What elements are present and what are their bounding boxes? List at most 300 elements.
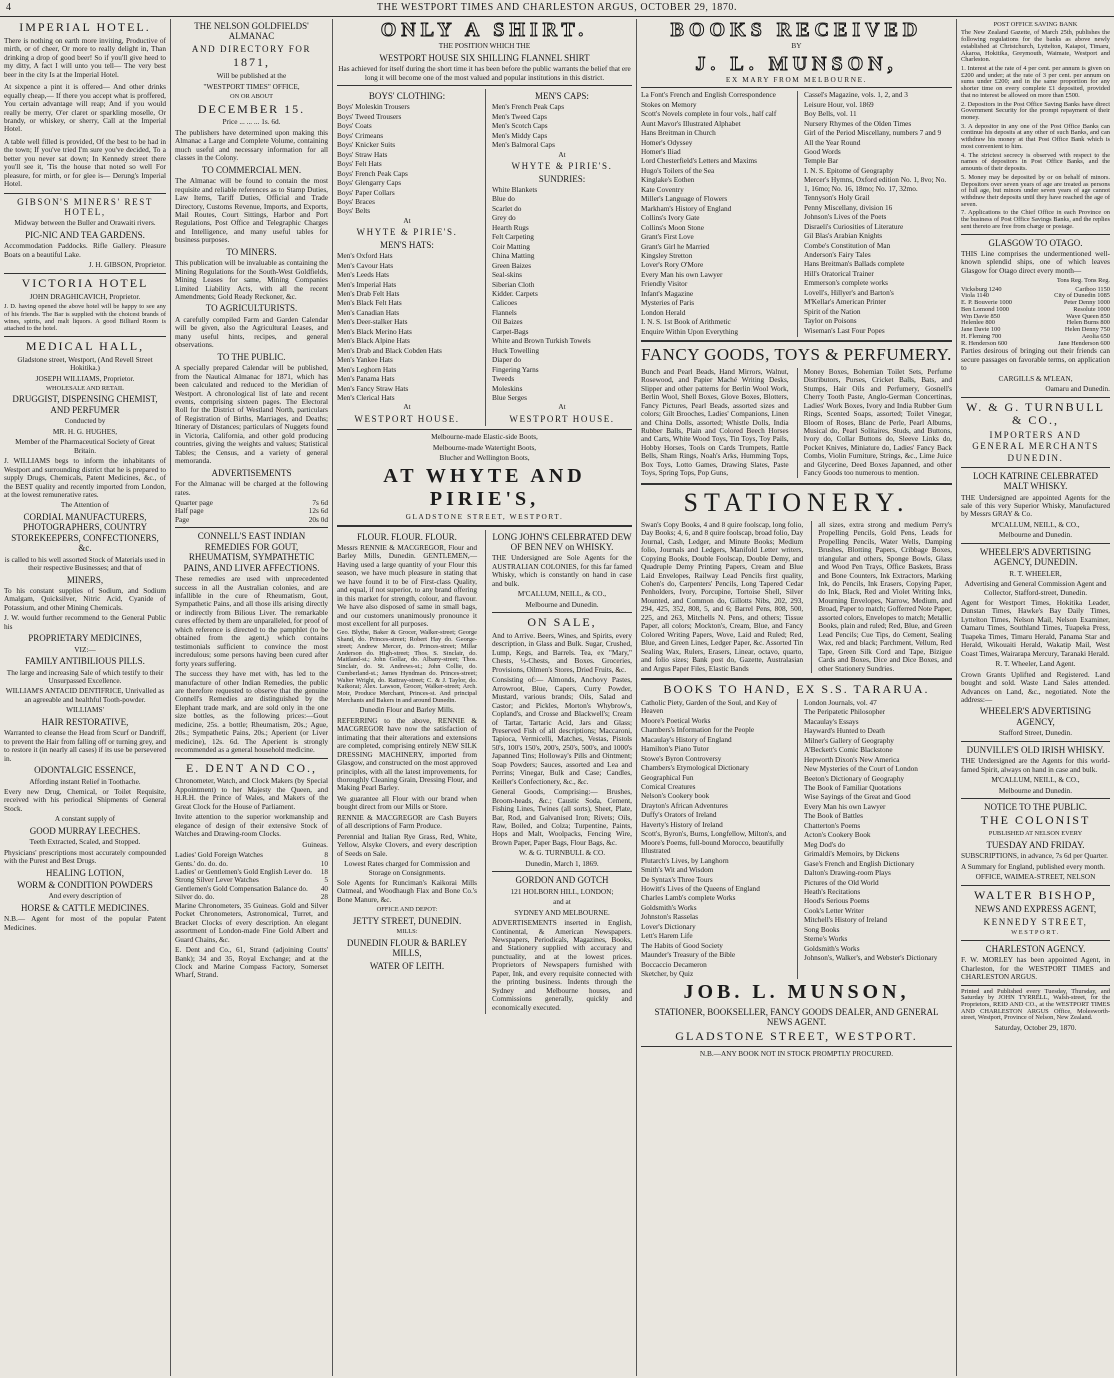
list-item: The Book of Familiar Quotations [804,782,902,792]
list-item: Song Books [804,924,840,934]
list-item: Coir Matting [492,241,530,251]
list-item: Mysteries of Paris [641,298,695,308]
list-item: Boys' Paper Collars [337,187,395,197]
turnbull-name: W. & G. TURNBULL & CO. [518,848,606,858]
victoria-body: J. D. having opened the above hotel will be happy to see any of his friends. The Bar is supplied with the choicest brands of wines, spirits, and malt liquors. A good Billiard Room is attached to the hotel. [4,303,166,333]
and-at: and at [553,897,571,907]
nb-text: N.B.— Agent for most of the popular Patent Medicines. [4,914,166,932]
walter-bishop-heading: WALTER BISHOP, [974,887,1097,902]
list-item: Penny Miscellany, division 16 [804,202,893,212]
odontalgic-heading: ODONTALGIC ESSENCE, [34,765,136,776]
adv-body: For the Almanac will be charged at the following rates. [175,479,328,497]
tararua-lists [641,699,952,980]
list-item: Boys' Coats [337,121,372,131]
horse-pre: And every description of [48,891,122,901]
dent-body: Chronometer, Watch, and Clock Makers (by Special Appointment) to her Majesty the Queen, and H.R.H. the Prince of Wales, and Makers of the Great Clock for the House of Parliament. [175,776,328,811]
books-lists [641,91,952,337]
at-label: At [403,215,411,225]
healing-heading: HEALING LOTION, [46,867,124,878]
dent-price-row: Gents.' do. do. do. 10 [175,858,328,868]
list-item: Men's Yankee Hats [337,355,393,365]
stationery-left: Swan's Copy Books, 4 and 8 quire foolscap, long folio, Day Books; 4, 6, and 8 quire foolscap, broad folio, Day Journal, Cash, Ledger, and Minute Books; Medium folio, Journals and Ledgers, Manifold Letter writers, Copying Books, Double Foolscap, Double Demy, and Quadruple Demy Printing Papers, Cream and Blue Laid Envelopes, Railway Lead Pencils first quality, Cohen's do, Carpenters' Pencils, Long Tapered Cedar Penholders, Ivory, Porcupine, Tortoise Shell, Silver Mounted, and Common do, Gillotts Nibs, 202, 293, 294, 425, 352, 808, 5, and 6; Barrel Pens, 808, 500, 225, and 263, Mitchells N. Pens, and others; Tissue Paper, all colors; Mockton's, Cream, Blue, and Fancy Colored Writing Papers, Wove, Laid and Ruled; Red, Blue, and Green Lines, Ledger Paper, &c. Assorted Tin Sealing Wax, Rulers, Erasers, Linear, octavo, quarto, and folio sizes; Bank post do, Gazette, Australasian and Argus Paper Files, Elastic Bands [641,519,804,673]
guineas-label: Guineas. [302,839,328,849]
medical-wholesale: WHOLESALE AND RETAIL [46,385,124,393]
list-item: Lett's Harem Life [641,931,693,941]
at-label: At [558,149,566,159]
list-item: Oil Baizes [492,317,523,327]
mccallum-name-2: M'CALLUM, NEILL, & CO., [991,519,1080,529]
list-item: Hill's Oratorical Trainer [804,268,874,278]
colonist-published: PUBLISHED AT NELSON EVERY [988,830,1083,838]
to-miners-body: This publication will be invaluable as containing the Mining Regulations for the South-West Goldfields, Mining Leases for same, Mining Companies Limited Liability Acts, with all the recent Amendments; Gold Ready Reckoner, &c. [175,258,328,302]
list-item: Fingering Yarns [492,364,539,374]
list-item: De Syntax's Three Tours [641,874,713,884]
list-item: Green Baizes [492,260,532,270]
list-item: White Blankets [492,185,538,195]
list-item: China Matting [492,251,535,261]
list-item: Hepworth Dixon's New America [804,754,900,764]
list-item: Gase's French and English Dictionary [804,858,915,868]
list-item: Kate Coventry [641,184,684,194]
list-item: Wiseman's Last Four Popes [804,325,885,335]
list-item: Macaulay's Essays [804,716,859,726]
list-item: Boys' Belts [337,206,371,216]
stationery-heading: STATIONERY. [683,487,910,517]
list-item: Milner's Gallery of Geography [804,735,894,745]
job-munson-address: GLADSTONE STREET, WESTPORT. [675,1028,918,1043]
list-item: Men's Fancy Straw Hats [337,383,409,393]
mens-caps-list [492,103,632,149]
agri-heading: TO AGRICULTURISTS. [205,303,298,314]
post-office-rule: 7. Applications to the Chief Office in each Province on the business of Post Office Savings Banks, and the replies sent thereto are free from charge or postage. [961,209,1110,230]
fancy-goods-right: Money Boxes, Bohemian Toilet Sets, Perfume Distributors, Purses, Cricket Balls, Bats, and Stumps, Hair Oils and Perfumery, Gosnell's Cherry Tooth Paste, Anglo-German Concertinas, Ladies' Work Boxes, Ivory and India Rubber Gum Rings, Scented Soaps, assorted; Toilet Vinegar, Bloom of Roses, Blanc de Perle, Pearl Albums, Musical do, Pearl Solitaires, Studs, and Buttons, Ivory do, Collar Buttons do, Sleeve Links do, Pocket Knives, Miniature do, Ladies' Fancy Back Combs, Violin Furniture, Strings, &c., Lime Juice and Glycerine, Deed Boxes Japanned, and other Fancy Goods too numerous to mention. [797,368,952,478]
list-item: Nelson's Cookery book [641,791,710,801]
jetty-street: JETTY STREET, DUNEDIN. [352,915,462,926]
list-item: Hamilton's Piano Tutor [641,744,709,754]
boots-line-1: Melbourne-made Elastic-side Boots, [431,432,538,442]
almanac-heading: THE NELSON GOLDFIELDS' ALMANAC [194,21,309,42]
list-item: Lover's Dictionary [641,921,696,931]
commercial-body: The Almanac will be found to contain the most requisite and reliable references as to Stamp Duties, Law Items, Tariff Duties, Official and Trade Directory, Customs Revenue, Imports, and Exports, Mail Routes, Court Sittings, Harbor and Port Regulations, Post Office and Telegraphic Charges and Intelligence, and many useful tables for business purposes. [175,176,328,245]
list-item: Stokes on Memory [641,99,697,109]
hair-heading: HAIR RESTORATIVE, [41,716,129,727]
list-item: Men's Drab Felt Hats [337,289,400,298]
dent-price-row: Gentlemen's Gold Compensation Balance do. 40 [175,883,328,893]
column-5 [956,19,1114,1376]
list-item: Boys' Braces [337,196,375,206]
westport-house-label: WESTPORT HOUSE. [354,413,460,424]
list-item: Friendly Visitor [641,279,688,289]
list-item: Homer's Odyssey [641,137,693,147]
dent-body-4: E. Dent and Co., 61, Strand (adjoining Coutts' Bank); 34 and 35, Royal Exchange; and at the Clock and Marine Compass Factory, Somerset Wharf, Strand. [175,945,328,980]
water-of-leith: WATER OF LEITH. [369,960,445,971]
ships-header: Tons Reg. Tons Reg. [1056,277,1110,285]
sundries-list [492,186,632,402]
page-number: 4 [6,2,11,13]
adv-heading: ADVERTISEMENTS [211,467,292,478]
morley-text: F. W. MORLEY has been appointed Agent, in Charleston, for the WESTPORT TIMES and CHARLESTON ARGUS. [961,955,1110,982]
whyte-pirie-label-2: WHYTE & PIRIE'S. [511,161,613,172]
viz-label: VIZ:— [74,644,96,654]
williams-label: WILLIAMS' [66,705,104,715]
connell-body-2: The success they have met with, has led to the manufacture of other Indian Remedies, the public are therefore requested to observe that the genuine Connell's Remedies are distinguished by the Elephant trade mark, and are sold only in the one size bottles, as the following prices:—Gout medicine, 25s. a bottle; Rheumatism, 20s.; Ague, 20s.; Sympathetic Pains, 20s.; Aperient (or Liver medicine), 12s. 6d. The Aperient is strongly recommended as a general household medicine. [175,669,328,755]
list-item: Men's Black Felt Hats [337,298,402,308]
list-item: Boys' Moleskin Trousers [337,102,410,112]
dunedin-label: DUNEDIN. [1007,453,1064,464]
list-item: Grant's First Love [641,232,694,242]
list-item: A'Beckett's Comic Blackstone [804,745,893,755]
gibson-subtitle: Midway between the Buller and Orawaiti rivers. [14,218,156,228]
loch-katrine-body: THE Undersigned are appointed Agents for the sale of this very Superior Whisky, Manufactured by Messrs GRAY & Co. [961,492,1110,519]
family-pills-heading: FAMILY ANTIBILIOUS PILLS. [25,656,145,667]
post-office-heading: POST OFFICE SAVING BANK [993,21,1078,28]
list-item: The Habits of Good Society [641,940,723,950]
list-item: Boys' Felt Hats [337,159,382,169]
list-item: Gil Blas's Arabian Knights [804,231,883,241]
list-item: Nursery Rhymes of the Olden Times [804,118,912,128]
boots-line-2: Melbourne-made Watertight Boots, [432,442,537,452]
whyte-pirie-label: WHYTE & PIRIE'S. [356,227,458,238]
almanac-date: DECEMBER 15. [197,101,306,116]
connell-body: These remedies are used with unprecedented success in all the Australian colonies, and are infallible in the cure of Rheumatism, Gout, Sympathetic Pains, and all those ills arising directly or indirectly from Bilious Liver. The remarkable cures effected by them are unparalleled, for proof of which reference is directed to the pamphlet (to be obtained from the agent,) which contains testimonials sufficient to convince the most incredulous; some persons having been cured after forty years suffering. [175,574,328,668]
list-item: Blue do [492,194,515,204]
colonist-subscriptions: SUBSCRIPTIONS, in advance, 7s 6d per Quarter. [961,851,1108,861]
glasgow-otago-heading: GLASGOW TO OTAGO. [988,237,1083,248]
list-item: Men's Scotch Caps [492,121,548,131]
list-item: Macaulay's History of England [641,734,732,744]
melbourne-dunedin-3: Melbourne and Dunedin. [998,785,1073,795]
list-item: Carpet-Bags [492,326,529,336]
list-item: Dalton's Drawing-room Plays [804,868,891,878]
list-item: Johnson's Lives of the Poets [804,212,887,222]
medical-hall-heading: MEDICAL HALL, [25,338,145,353]
list-item: London Journals, vol. 47 [804,697,877,707]
imperial-verse-1: There is nothing on earth more inviting, Productive of mirth, or of cheer, Or more to really delight in, Than drinking a drop of good beer! So if you'll give heed to my ditty, A fact I will unto you tell— The very best beer in the city Is at the Imperial Hotel. [4,35,166,79]
books-list-left [641,91,789,337]
list-item: Good Words [804,147,841,156]
wheeler-heading: WHEELER'S ADVERTISING AGENCY, DUNEDIN. [979,546,1092,568]
office-label: OFFICE AND DEPOT: [376,906,438,914]
list-item: La Font's French and English Correspondence [641,90,776,100]
table-row: Ben Lomond 1000 Resolute 1000 [961,305,1110,313]
list-item: Siberian Cloth [492,279,535,289]
medical-address: Gladstone street, Westport, (And Revell Street Hokitika.) [17,354,153,373]
list-item: Beeton's Dictionary of Geography [804,773,904,783]
shirt-body: Has achieved for itself during the short time it has been before the public warrants the belief that ere long it will become one of the most valued and popular institutions in this district. [338,64,631,82]
list-item: Huck Towelling [492,345,539,355]
kennedy-street: KENNEDY STREET, [983,916,1088,927]
almanac-office: "WESTPORT TIMES" OFFICE, [203,81,300,91]
walter-bishop-sub: NEWS AND EXPRESS AGENT, [974,904,1097,915]
list-item: Boys' French Peak Caps [337,168,408,178]
stationery-text [641,521,952,675]
list-item: Men's Imperial Hats [337,279,397,289]
victoria-hotel-heading: VICTORIA HOTEL [21,275,149,290]
list-item: Spirit of the Nation [804,306,861,316]
miners-body: To his constant supplies of Sodium, and Sodium Amalgam, Quicksilver, Nitric Acid, Cyanide of Potassium, and other Mining Chemicals. [4,585,166,612]
almanac-body: The publishers have determined upon making this Almanac a Large and Complete Volume, containing much useful and necessary information for all classes in the Colony. [175,127,328,163]
mens-hats-heading: MEN'S HATS: [380,239,434,250]
list-item: Aunt Mavor's Illustrated Alphabet [641,118,741,128]
list-item: Girl of the Period Miscellany, numbers 7 and 9 [804,128,942,138]
list-item: Goldsmith's Works [641,902,697,912]
mills-short-label: MILLS: [396,928,418,936]
list-item: Catholic Piety, Garden of the Soul, and Key of Heaven [641,697,778,716]
clothing-lists [337,89,632,426]
list-item: Blue Serges [492,392,527,402]
agri-body: A carefully compiled Farm and Garden Calendar will be given, also the Agricultural Leases, and many useful hints, recipes, and general observations. [175,314,328,350]
list-item: Grimaldi's Memoirs, by Dickens [804,849,900,859]
post-office-rule: 4. The strictest secrecy is observed with respect to the names of depositors in Post Office Banks, and the amounts of their deposits. [961,151,1110,173]
referring-body: REFERRING to the above, RENNIE & MACGREGOR have now the satisfaction of intimating that their alterations and extensions are completed, comprising entirely NEW SILK DRESSING MACHINERY, imported from Glasgow, and constructed on the most approved principles, with all the latest improvements, for thoroughly Cleaning Grain, Dressing Flour, and Making Pearl Barley. [337,715,477,793]
list-item: Boccaccio Decameron [641,959,707,969]
boys-clothing-heading: BOYS' CLOTHING: [368,90,446,101]
to-miners-heading: TO MINERS. [226,246,277,257]
attention-label: The Attention of [60,500,110,510]
dunville-body: THE Undersigned are the Agents for this world-famed Spirit, always on hand in case and bulk. [961,756,1110,774]
miners-heading: MINERS, [66,574,104,585]
list-item: Johnston's Rasselas [641,912,699,922]
family-pills-body: The large and increasing Sale of which testify to their Unsurpassed Excellence. [6,667,164,686]
tararua-list-right [797,699,952,980]
worm-heading: WORM & CONDITION POWDERS [17,880,153,891]
almanac-published: Will be published at the [216,71,287,81]
list-item: Johnson's, Walker's, and Webster's Dictionary [804,953,938,963]
picnic-heading: PIC-NIC AND TEA GARDENS. [25,229,145,240]
list-item: Diaper do [492,355,521,365]
imperial-hotel-heading: IMPERIAL HOTEL. [19,20,151,34]
dent-price-row: Strong Silver Lever Watches 5 [175,875,328,885]
list-item: Scarlet do [492,203,522,213]
list-item: Scott's, Byron's, Burns, Longfellow, Milton's, and Moore's Poems, full-bound Morocco, beautifully Illustrated [641,829,787,856]
list-item: Wise Sayings of the Great and Good [804,792,911,802]
dew-heading: LONG JOHN'S CELEBRATED DEW OF BEN NEV on WHISKY. [492,531,632,552]
job-munson-nb: N.B.—ANY BOOK NOT IN STOCK PROMPTLY PROCURED. [699,1049,894,1059]
newspaper-title: THE WESTPORT TIMES AND CHARLESTON ARGUS, OCTOBER 29, 1870. [376,2,738,13]
list-item: Miller's Language of Flowers [641,194,728,204]
dunville-heading: DUNVILLE'S OLD IRISH WHISKY. [966,744,1105,755]
stafford-street: Stafford Street, Dunedin. [998,728,1073,738]
williams-body: J. WILLIAMS begs to inform the inhabitants of Westport and surrounding district that he is prepared to supply Drugs, Chemicals, Patent Medicines, &c., of the BEST quality and recently imported from London, at the lowest remunerative rates. [4,456,166,499]
dent-body-3: Marine Chronometers, 35 Guineas. Gold and Silver Pocket Chronometers, Astronomical, Turret, and Bracket Clocks of every description. An elegant assortment of London-made Fine Gold Albert and Guard Chains, &c. [175,900,328,944]
hughes-name: MR. H. G. HUGHES, [52,426,118,436]
boys-list [337,103,477,215]
wg-turnbull-heading: W. & G. TURNBULL & CO., [965,399,1105,428]
connell-heading: CONNELL'S EAST INDIAN REMEDIES FOR GOUT, RHEUMATISM, SYMPATHETIC PAINS, AND LIVER AFFECTIONS. [183,531,320,573]
conducted-by: Conducted by [64,416,106,426]
colonist-office: OFFICE, WAIMEA-STREET, NELSON [975,872,1096,882]
list-item: Tennyson's Holy Grail [804,193,870,203]
fancy-goods-text [641,368,952,480]
almanac-subheading: AND DIRECTORY FOR [191,43,312,54]
rate-row: Page 20s 0d [175,514,328,524]
victoria-owner: JOHN DRAGHICAVICH, Proprietor. [29,291,141,301]
every-drug-text: Every new Drug, Chemical, or Toilet Requisite, received with his periodical Shipments of General Stock. [4,786,166,813]
rate-row: Quarter page 7s 6d [175,497,328,507]
list-item: Anderson's Fairy Tales [804,249,871,259]
list-item: Seal-skins [492,270,522,280]
list-item: Men's Tweed Caps [492,111,547,121]
list-item: Boys' Glengarry Caps [337,178,402,188]
physicians-text: Physicians' prescriptions most accurately compounded with the Purest and Best Drugs. [4,847,166,866]
leeches-heading: GOOD MURRAY LEECHES. [29,825,141,836]
antacid-text: WILLIAM'S ANTACID DENTIFRICE, Unrivalled as an agreeable and healthful Tooth-powder. [5,686,165,704]
storage-text: Lowest Rates charged for Commission and Storage on Consignments. [344,859,470,877]
at-label: At [403,402,411,412]
colonist-heading: THE COLONIST [980,813,1091,828]
list-item: Men's Canadian Hats [337,307,400,317]
rate-row: Half page 12s 6d [175,506,328,516]
general-goods-body: General Goods, Comprising:— Brushes, Broom-heads, &c.; Caustic Soda, Cement, Fishing Lines, Twines (all sorts), Sheet, Plate, Bar, Rod, and Galvanised Iron; Rivets; Oils, Raw, Boiled, and Colza; Turpentine, Paints, Hops and Malt, Woolpacks, Fencing Wire, Brown Paper, Paper Bags, Flour Bags, &c. [492,787,632,847]
list-item: Moore's Poetical Works [641,715,711,725]
gladstone-street: GLADSTONE STREET, WESTPORT. [405,512,564,522]
list-item: The Peripatetic Philosopher [804,707,886,717]
list-item: Hood's Serious Poems [804,896,870,906]
gordon-gotch-heading: GORDON AND GOTCH [515,875,609,886]
list-item: White and Brown Turkish Towels [492,336,591,346]
list-item: Sterne's Works [804,934,848,944]
list-item: Flannels [492,307,517,317]
list-item: Heath's Recitations [804,886,861,896]
position-label: THE POSITION WHICH THE [438,41,531,51]
proprietary-heading: PROPRIETARY MEDICINES, [28,633,142,644]
rates-list [175,499,328,524]
at-whyte-pirie-heading: AT WHYTE AND PIRIE'S, [383,464,586,510]
boots-line-3: Blucher and Wellington Boots, [439,453,530,463]
cash-text: RENNIE & MACGREGOR are Cash Buyers of all descriptions of Farm Produce. [337,812,477,831]
melbourne-dunedin-2: Melbourne and Dunedin. [998,530,1073,540]
list-item: Mercer's Hymns, Oxford edition No. 1, 8vo; No. 1, 16mo; No. 16, 18mo; No. 17, 32mo. [804,175,947,193]
leeches-pre: A constant supply of [54,814,116,824]
public-heading: TO THE PUBLIC. [217,351,286,362]
post-office-rule: 1. Interest at the rate of 4 per cent. per annum is given on £200 and under; at the rate of 3 per cent. per annum on sums under £200; and in the same proportion for any shorter time on every complete £1 deposited, provided that no interest be allowed on more than £500. [961,65,1110,99]
hair-body: Warranted to cleanse the Head from Scurf or Dandriff, to prevent the Hair from falling off or turning grey, and to restore it (in nearly all cases) if its use be persevered in. [4,728,166,763]
list-item: Enquire Within Upon Everything [641,326,739,336]
tararua-heading: BOOKS TO HAND, EX S.S. TARARUA. [663,681,930,696]
list-item: Goldsmith's Works [804,943,860,953]
stationery-right: all sizes, extra strong and medium Perry's Propelling Pencils, Gold Pens, Leads for Propelling Pencils, Water Wells, Damping Brushes, Blotting Papers, Cribbage Boxes, triangular and others, Sponge Bowls, Glass and Wood Pen Trays, Office Baskets, Brass and Bone Counters, Ink Extractors, Marking Ink, do Pencils, Ink Erasers, Copying Paper, do Ink, Black, Red and Violet Writing Inks, Mourning Envelopes, Narrow, Medium, and Broad, Paper to match; Gofferred Note Paper, assorted colors, Envelopes to match; Metallic Books, plain and ruled; Red, Blue, and Green Lead Pencils; Cue Tips, do Cement, Sealing Wax, red and black; Parchment, Vellum, Red Tape, Green Silk Cord and Tape, Bizigue Cards and Boxes, Dice and Dice Boxes, and other Stationery Sundries. [811,521,952,673]
on-sale-heading: ON SALE, [527,615,597,630]
list-item: Men's Oxford Hats [337,251,393,261]
rt-wheeler-name: R. T. WHEELER, [1009,568,1062,578]
list-item: Boys' Crimeans [337,130,384,140]
list-item: Men's Leeds Hats [337,270,389,280]
westport-house-label-2: WESTPORT HOUSE. [509,413,615,424]
list-item: Collins's Moon Stone [641,222,704,232]
job-munson-subtitle: STATIONER, BOOKSELLER, FANCY GOODS DEALER, AND GENERAL NEWS AGENT. [654,1006,939,1028]
column-1 [0,19,170,1376]
job-munson-heading: JOB. L. MUNSON, [683,981,910,1004]
list-item: Men's Leghorn Hats [337,364,397,374]
importers-heading: IMPORTERS AND GENERAL MERCHANTS [972,430,1099,451]
dent-price-row: Ladies' or Gentlemen's Gold English Lever do. 18 [175,867,328,877]
ships-table [961,287,1110,347]
almanac-about: ON OR ABOUT [230,93,273,101]
list-item: Acton's Cookery Book [804,830,871,840]
list-item: Grant's Girl he Married [641,241,710,251]
list-item: Cassel's Magazine, vols. 1, 2, and 3 [804,90,908,100]
crown-grants-text: Crown Grants Uplifted and Registered. Land bought and sold. Waste Land Sales attended. Advances on Land, &c., negotiated. Note the address:— [961,669,1110,704]
dent-price-list [175,851,328,902]
oamaru-dunedin: Oamaru and Dunedin. [1045,384,1110,394]
column-4 [636,19,956,1376]
table-row: Jane Davie 100 Helen Denny 750 [961,326,1110,334]
fancy-goods-left: Bunch and Pearl Beads, Hand Mirrors, Walnut, Rosewood, and Papier Maché Writing Desks, Slipper and other patterns for Berlin Wool Work, Berlin Wool, Shell Boxes, Glove Boxes, Blotters, Fancy Pictures, Pearl Beads, assorted sizes and colors; Gilt Brooches, Ladies' Companions, Linen and China Dolls, assorted; Whistle Dolls, India Rubber Balls, Plain and Colored Beech Horses and Carts, White Wood Toys, Tin Toys, Toy Pails, Hobby Horses, Tools on Cards Trumpets, Rattle Bells, Sham Rings, Noah's Arks, Humming Tops, Box Toys, Lotto Games, Drawing Slates, Paste Toys, Spring Tops, Pop Guns, [641,366,789,478]
dent-price-row: Ladies' Gold Foreign Watches 8 [175,850,328,860]
list-item: Smith's Wit and Wisdom [641,865,714,875]
imperial-verse-2: At sixpence a pint it is offered— And other drinks equally cheap,— If there you accept what is proffered, You certain advantage will reap; And if you would really be merry, O'er claret or sparkling moselle, Or brandy, or whiskey, or sherry, Call at the Imperial Hotel. [4,82,166,134]
mccallum-name-3: M'CALLUM, NEILL, & CO., [991,775,1080,785]
list-item: Cook's Letter Writer [804,905,864,915]
by-label: BY [791,41,802,51]
melbourne-dunedin: Melbourne and Dunedin. [525,599,599,609]
list-item: Men's Panama Hats [337,374,395,384]
imprint-text: Printed and Published every Tuesday, Thursday, and Saturday by JOHN TYRRELL, Walsh-street, for the Proprietors, REID AND CO., at the WESTPORT TIMES AND CHARLESTON ARGUS Office, Molesworth-street, Westport, Province of Nelson, New Zealand. [961,987,1110,1022]
list-item: Hearth Rugs [492,222,529,232]
column-3 [332,19,636,1376]
list-item: Chatterton's Poems [804,820,861,830]
list-item: Taylor on Poisons [804,316,857,326]
gibson-signature: J. H. GIBSON, Proprietor. [88,260,166,270]
table-row: Helenlee 800 Helen Burns 800 [961,319,1110,327]
list-item: Homer's Iliad [641,147,681,156]
rt-wheeler-body: Agent for Westport Times, Hokitika Leader, Dunstan Times, Hawke's Bay Daily Times, Lyttelton Times, Nelson Mail, Nelson Examiner, Oamaru Times, Southland Times, Tuapeka Press, Tuapeka Times, Timaru Herald, Panama Star and Herald, Wikouaiti Herald, Wakatip Mail, West Coast Times, Wairarapa Mercury, Taranaki Herald. [961,598,1110,658]
list-item: Chambers's Information for the People [641,725,755,735]
cargills-name: CARGILLS & M'LEAN, [998,373,1073,383]
flour-signatories: Geo. Blythe, Baker & Grocer, Walker-street; George Shand, do. Princes-street; Robert Hay do. George-street; Andrew Mercer, do. Princes-street; Millar Anderson do. High-street; Thos. S. Sinclair, do. Maitland-st.; John Gollar, do. Albany-street; Thos. Sinclair, do. St. Andrews-st.; John Collie, do. Cumberland-st.; James Hyndman do. Princes-street; Walter Wright, do. Rattray-street; C. & J. Taylor, do. Kaikorai; Alex. Lawson, Grocer, Walker-street; Arch. Moir, Produce Merchant, Princes-st. And principal Merchants and Bakers in and around Dunedin. [337,629,477,704]
list-item: Felt Carpeting [492,232,534,242]
list-item: Lord Chesterfield's Letters and Maxims [641,156,758,166]
list-item: Leisure Hour, vol. 1869 [804,99,874,109]
loch-katrine-heading: LOCH KATRINE CELEBRATED MALT WHISKY. [973,470,1098,492]
list-item: Men's Drab and Black Cobden Hats [337,345,442,355]
list-item: I. N. S. 1st Book of Arithmetic [641,317,731,327]
rt-wheeler-sign: R. T. Wheeler, Land Agent. [995,659,1076,669]
wheeler-agency-heading: WHEELER'S ADVERTISING AGENCY, [979,706,1092,727]
recommend-text: J. W. would further recommend to the General Public his [4,613,166,631]
list-item: Men's Cavour Hats [337,260,394,270]
column-2 [170,19,332,1376]
list-item: I. N. S. Epitome of Geography [804,165,894,175]
list-item: Every Man his own Lawyer [641,269,723,279]
list-item: New Mysteries of the Court of London [804,764,918,774]
list-item: Collins's Ivory Gate [641,213,700,223]
dew-body: THE Undersigned are Sole Agents for the AUSTRALIAN COLONIES, for this far famed Whisky, which is constantly on hand in case and bulk. [492,553,632,588]
list-item: Men's Middy Caps [492,130,548,140]
list-item: Sketcher, by Quiz [641,969,694,979]
list-item: Meg Dod's do [804,839,846,849]
table-row: E. P. Bouverie 1000 Peter Denny 1000 [961,299,1110,307]
westport-label: WESTPORT. [1011,929,1060,937]
mens-hats-list [337,252,477,402]
glasgow-body: THIS Line comprises the undermentioned well-known splendid ships, one of which leaves Glasgow for Otago direct every month— [961,248,1110,275]
list-item: Chambers's Etymological Dictionary [641,763,749,773]
list-item: Boy Bells, vol. 11 [804,109,857,119]
rt-wheeler-sub: Advertising and General Commission Agent and Collector, Stafford-street, Dunedin. [964,579,1107,597]
list-item: Hans Breitman in Church [641,128,716,138]
list-item: Markham's History of England [641,203,732,213]
table-row: Vicksburg 1240 Cariboo 1150 [961,285,1110,293]
table-row: Viola 1140 City of Dunedin 1085 [961,292,1110,300]
munson-heading: J. L. MUNSON, [695,52,898,75]
commercial-heading: TO COMMERCIAL MEN. [201,164,302,175]
agents-text: Sole Agents for Runciman's Kaikorai Mills Oatmeal, and Woodhaugh Flax and Bone Co.'s Bone Manure, &c. [337,878,477,904]
tararua-list-left [641,699,789,980]
list-item: Boys' Knicker Suits [337,140,396,150]
flour-heading: FLOUR. FLOUR. FLOUR. [357,531,457,542]
list-item: Men's Black Alpine Hats [337,336,410,346]
list-item: Plutarch's Lives, by Langhorn [641,855,729,865]
